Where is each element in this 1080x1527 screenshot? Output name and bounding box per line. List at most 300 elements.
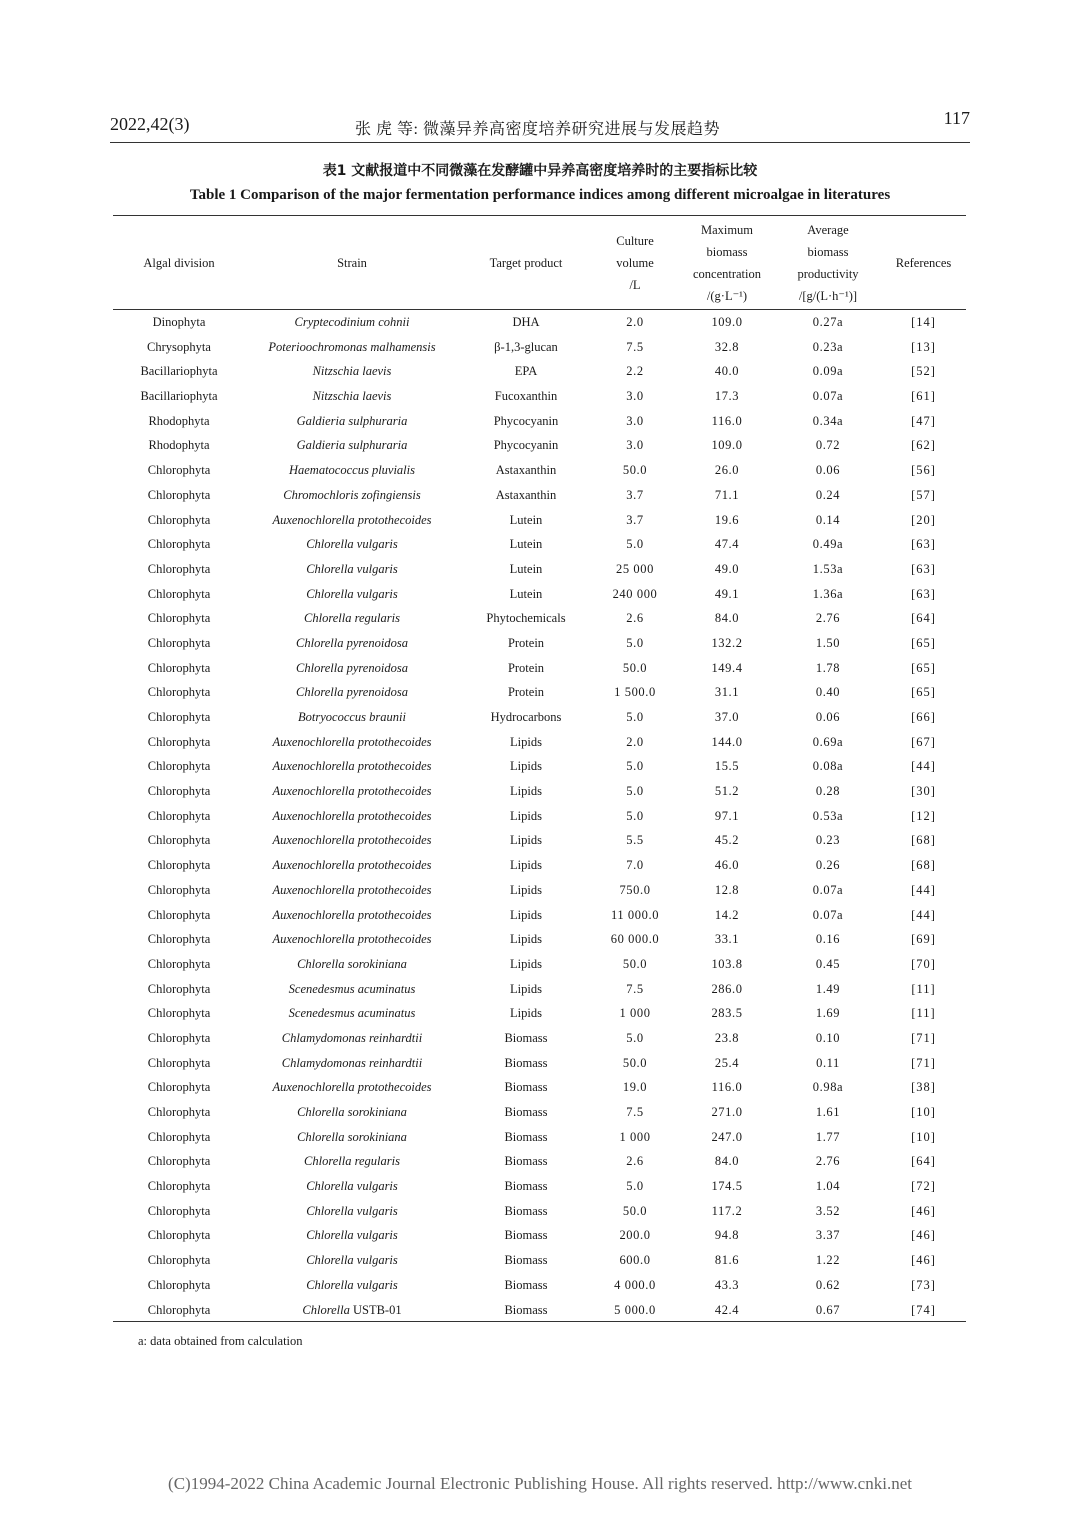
table-row <box>113 508 966 533</box>
cell-target-product: Biomass <box>504 1105 548 1119</box>
table-row <box>113 310 966 335</box>
cell-culture-volume: 2.2 <box>626 364 644 379</box>
cell-strain: Galdieria sulphuraria <box>296 438 408 453</box>
table-row <box>113 409 966 434</box>
cell-algal-division: Chlorophyta <box>147 660 211 675</box>
cell-max-biomass: 37.0 <box>714 710 740 724</box>
table-row <box>113 828 966 853</box>
cell-max-biomass: 117.2 <box>711 1203 743 1218</box>
cell-reference: [67] <box>911 734 936 749</box>
cell-algal-division: Chlorophyta <box>147 1080 211 1095</box>
cell-max-biomass: 84.0 <box>714 611 740 626</box>
cell-avg-productivity: 1.04 <box>815 1179 841 1194</box>
cell-max-biomass: 84.0 <box>714 1154 740 1169</box>
cell-algal-division: Chlorophyta <box>147 1228 211 1243</box>
cell-avg-productivity: 0.27a <box>812 315 844 329</box>
copyright-notice: (C)1994-2022 China Academic Journal Electronic Publishing House. All rights reserved. http://www.cnki.net <box>168 1474 912 1493</box>
cell-target-product: EPA <box>514 364 538 379</box>
cell-culture-volume: 5.5 <box>626 833 644 848</box>
cell-reference: [10] <box>911 1105 936 1119</box>
header-references: References <box>895 256 952 270</box>
cell-avg-productivity: 1.61 <box>815 1105 841 1119</box>
cell-reference: [73] <box>911 1277 936 1292</box>
cell-strain: Cryptecodinium cohnii <box>294 315 410 329</box>
cell-algal-division: Chlorophyta <box>147 586 211 601</box>
cell-strain: Auxenochlorella protothecoides <box>272 784 432 799</box>
cell-culture-volume: 5.0 <box>626 759 644 774</box>
cell-max-biomass: 43.3 <box>714 1277 740 1292</box>
cell-target-product: DHA <box>512 315 540 329</box>
cell-reference: [68] <box>911 858 936 873</box>
table-caption-cn: 表1 文献报道中不同微藻在发酵罐中异养高密度培养时的主要指标比较 <box>322 163 758 179</box>
cell-reference: [65] <box>911 635 936 650</box>
table-row <box>113 359 966 384</box>
cell-max-biomass: 46.0 <box>714 858 740 873</box>
cell-avg-productivity: 0.72 <box>815 438 841 453</box>
cell-strain: Chlorella sorokiniana <box>297 1105 407 1119</box>
header-rule <box>110 142 970 143</box>
cell-avg-productivity: 0.49a <box>812 537 844 552</box>
cell-avg-productivity: 0.07a <box>812 907 844 922</box>
header-culture-volume <box>591 218 679 308</box>
cell-strain: Auxenochlorella protothecoides <box>272 932 432 947</box>
table-row <box>113 483 966 508</box>
cell-max-biomass: 42.4 <box>714 1302 740 1317</box>
cell-culture-volume: 3.0 <box>626 438 644 453</box>
cell-avg-productivity: 1.50 <box>815 635 841 650</box>
header-strain: Strain <box>337 256 367 270</box>
table-row <box>113 1273 966 1298</box>
cell-reference: [13] <box>911 339 936 354</box>
cell-reference: [66] <box>911 710 936 724</box>
cell-algal-division: Chlorophyta <box>147 537 211 552</box>
cell-target-product: Biomass <box>504 1030 548 1045</box>
cell-strain: Poterioochromonas malhamensis <box>268 339 436 354</box>
cell-reference: [30] <box>911 784 936 799</box>
cell-strain: Auxenochlorella protothecoides <box>272 907 432 922</box>
cell-culture-volume: 240 000 <box>612 586 658 601</box>
cell-avg-productivity: 1.53a <box>812 561 844 576</box>
cell-target-product: Lipids <box>510 759 542 774</box>
cell-reference: [47] <box>911 413 936 428</box>
cell-strain: Chlorella pyrenoidosa <box>296 635 408 650</box>
cell-reference: [63] <box>911 537 936 552</box>
cell-max-biomass: 116.0 <box>711 1080 743 1095</box>
cell-avg-productivity: 0.45 <box>815 956 841 971</box>
cell-avg-productivity: 0.06 <box>815 463 841 478</box>
table-row <box>113 680 966 705</box>
cell-reference: [44] <box>911 882 936 897</box>
cell-culture-volume: 5.0 <box>626 1179 644 1194</box>
cell-strain: Chlorella vulgaris <box>306 537 398 552</box>
cell-max-biomass: 103.8 <box>711 956 743 971</box>
cell-algal-division: Chlorophyta <box>147 734 211 749</box>
table-row <box>113 606 966 631</box>
cell-target-product: Lipids <box>510 784 542 799</box>
table-header <box>113 218 966 308</box>
cell-reference: [56] <box>911 463 936 478</box>
cell-reference: [57] <box>911 487 936 502</box>
cell-avg-productivity: 0.40 <box>815 685 841 700</box>
table-row <box>113 1199 966 1224</box>
cell-target-product: Protein <box>507 685 545 700</box>
cell-avg-productivity: 2.76 <box>815 1154 841 1169</box>
cell-culture-volume: 3.0 <box>626 413 644 428</box>
cell-algal-division: Chlorophyta <box>147 956 211 971</box>
cell-algal-division: Chlorophyta <box>147 1129 211 1144</box>
strain-genus: Chlorella <box>302 1302 350 1317</box>
cell-culture-volume: 5.0 <box>626 1030 644 1045</box>
cell-algal-division: Rhodophyta <box>148 438 210 453</box>
table-row <box>113 1100 966 1125</box>
cell-max-biomass: 286.0 <box>711 981 743 996</box>
cell-strain: Chlorella sorokiniana <box>297 1129 407 1144</box>
table-row <box>113 903 966 928</box>
cell-strain: Botryococcus braunii <box>298 710 406 724</box>
cell-algal-division: Chlorophyta <box>147 1253 211 1268</box>
cell-target-product: Phycocyanin <box>493 438 559 453</box>
cell-culture-volume: 750.0 <box>619 882 651 897</box>
cell-algal-division: Chlorophyta <box>147 1030 211 1045</box>
cell-target-product: Biomass <box>504 1203 548 1218</box>
cell-target-product: Lipids <box>510 932 542 947</box>
cell-avg-productivity: 0.07a <box>812 389 844 404</box>
cell-culture-volume: 5.0 <box>626 537 644 552</box>
cell-reference: [71] <box>911 1030 936 1045</box>
cell-algal-division: Chlorophyta <box>147 882 211 897</box>
table-row <box>113 335 966 360</box>
cell-avg-productivity: 3.52 <box>815 1203 841 1218</box>
cell-avg-productivity: 0.26 <box>815 858 841 873</box>
cell-strain: Chlamydomonas reinhardtii <box>281 1030 423 1045</box>
table-caption-en: Table 1 Comparison of the major fermentation performance indices among different microalgae in literatures <box>189 187 891 203</box>
header-max-biomass-line: concentration <box>692 267 762 281</box>
table-row <box>113 1075 966 1100</box>
cell-max-biomass: 33.1 <box>714 932 740 947</box>
cell-max-biomass: 25.4 <box>714 1055 740 1070</box>
cell-avg-productivity: 0.69a <box>812 734 844 749</box>
cell-culture-volume: 60 000.0 <box>610 932 660 947</box>
cell-strain: Auxenochlorella protothecoides <box>272 882 432 897</box>
cell-avg-productivity: 0.24 <box>815 487 841 502</box>
cell-max-biomass: 94.8 <box>714 1228 740 1243</box>
cell-avg-productivity: 0.08a <box>812 759 844 774</box>
cell-algal-division: Chrysophyta <box>147 339 211 354</box>
cell-target-product: Lipids <box>510 858 542 873</box>
table-row <box>113 1223 966 1248</box>
cell-max-biomass: 19.6 <box>714 512 740 527</box>
cell-algal-division: Chlorophyta <box>147 635 211 650</box>
cell-algal-division: Chlorophyta <box>147 784 211 799</box>
cell-avg-productivity: 2.76 <box>815 611 841 626</box>
cell-avg-productivity: 0.98a <box>812 1080 844 1095</box>
table-footnote: a: data obtained from calculation <box>138 1334 303 1348</box>
cell-culture-volume: 2.6 <box>626 611 644 626</box>
cell-culture-volume: 4 000.0 <box>614 1277 656 1292</box>
cell-avg-productivity: 0.53a <box>812 808 844 823</box>
cell-algal-division: Chlorophyta <box>147 685 211 700</box>
cell-max-biomass: 14.2 <box>714 907 740 922</box>
cell-reference: [65] <box>911 685 936 700</box>
cell-target-product: Lutein <box>509 586 543 601</box>
cell-culture-volume: 1 000 <box>619 1129 651 1144</box>
cell-target-product: Lipids <box>510 956 542 971</box>
cell-culture-volume: 19.0 <box>622 1080 648 1095</box>
cell-algal-division: Chlorophyta <box>147 1179 211 1194</box>
table-row <box>113 1051 966 1076</box>
strain-code: USTB-01 <box>352 1302 402 1317</box>
cell-strain: Chlorella regularis <box>304 611 400 626</box>
cell-culture-volume: 50.0 <box>622 463 648 478</box>
cell-reference: [64] <box>911 611 936 626</box>
page-number: 117 <box>943 108 970 128</box>
cell-reference: [46] <box>911 1228 936 1243</box>
cell-avg-productivity: 1.22 <box>815 1253 841 1268</box>
cell-max-biomass: 49.1 <box>714 586 740 601</box>
cell-strain: Chlorella regularis <box>304 1154 400 1169</box>
cell-culture-volume: 50.0 <box>622 660 648 675</box>
cell-algal-division: Rhodophyta <box>148 413 210 428</box>
cell-max-biomass: 247.0 <box>711 1129 743 1144</box>
cell-avg-productivity: 0.67 <box>815 1302 841 1317</box>
cell-max-biomass: 45.2 <box>714 833 740 848</box>
cell-algal-division: Chlorophyta <box>147 1055 211 1070</box>
table-row <box>113 656 966 681</box>
cell-reference: [61] <box>911 389 936 404</box>
cell-max-biomass: 271.0 <box>711 1105 743 1119</box>
cell-max-biomass: 23.8 <box>714 1030 740 1045</box>
cell-culture-volume: 7.5 <box>626 339 644 354</box>
cell-avg-productivity: 1.69 <box>815 1006 841 1021</box>
cell-algal-division: Chlorophyta <box>147 1302 211 1317</box>
cell-target-product: Astaxanthin <box>495 463 557 478</box>
cell-algal-division: Chlorophyta <box>147 710 211 724</box>
cell-max-biomass: 81.6 <box>714 1253 740 1268</box>
cell-reference: [10] <box>911 1129 936 1144</box>
cell-culture-volume: 7.5 <box>626 1105 644 1119</box>
cell-strain: Chlorella vulgaris <box>306 1277 398 1292</box>
cell-culture-volume: 7.0 <box>626 858 644 873</box>
cell-strain: Nitzschia laevis <box>312 389 392 404</box>
cell-avg-productivity: 0.28 <box>815 784 841 799</box>
table-row <box>113 631 966 656</box>
cell-culture-volume: 2.6 <box>626 1154 644 1169</box>
cell-strain: Scenedesmus acuminatus <box>288 1006 416 1021</box>
cell-culture-volume: 3.7 <box>626 487 644 502</box>
cell-culture-volume: 200.0 <box>619 1228 651 1243</box>
cell-target-product: Biomass <box>504 1179 548 1194</box>
cell-avg-productivity: 0.23a <box>812 339 844 354</box>
cell-target-product: Lipids <box>510 734 542 749</box>
table-row <box>113 433 966 458</box>
table-row <box>113 1026 966 1051</box>
cell-strain: Chlorella vulgaris <box>306 1228 398 1243</box>
cell-avg-productivity: 0.34a <box>812 413 844 428</box>
table-row <box>113 582 966 607</box>
cell-strain: Chlorella sorokiniana <box>297 956 407 971</box>
header-max-biomass <box>679 218 775 308</box>
table-row <box>113 952 966 977</box>
cell-strain <box>253 1298 451 1323</box>
cell-target-product: Hydrocarbons <box>490 710 562 724</box>
cell-target-product: Lipids <box>510 882 542 897</box>
table-row <box>113 754 966 779</box>
table-row <box>113 977 966 1002</box>
cell-avg-productivity: 0.11 <box>816 1055 840 1070</box>
cell-target-product: Astaxanthin <box>495 487 557 502</box>
table-row <box>113 853 966 878</box>
cell-reference: [71] <box>911 1055 936 1070</box>
table-row <box>113 532 966 557</box>
cell-strain: Auxenochlorella protothecoides <box>272 808 432 823</box>
cell-avg-productivity: 1.36a <box>812 586 844 601</box>
cell-strain: Chlamydomonas reinhardtii <box>281 1055 423 1070</box>
cell-reference: [46] <box>911 1253 936 1268</box>
table-row <box>113 705 966 730</box>
cell-reference: [63] <box>911 586 936 601</box>
cell-max-biomass: 40.0 <box>714 364 740 379</box>
cell-avg-productivity: 0.10 <box>815 1030 841 1045</box>
cell-target-product: Lipids <box>510 981 542 996</box>
cell-strain: Galdieria sulphuraria <box>296 413 408 428</box>
cell-culture-volume: 3.0 <box>626 389 644 404</box>
cell-culture-volume: 1 500.0 <box>614 685 656 700</box>
header-avg-productivity-line: /[g/(L·h⁻¹)] <box>798 289 858 303</box>
cell-max-biomass: 97.1 <box>714 808 740 823</box>
table-row <box>113 730 966 755</box>
cell-algal-division: Chlorophyta <box>147 1154 211 1169</box>
cell-target-product: Biomass <box>504 1129 548 1144</box>
table-row <box>113 779 966 804</box>
cell-strain: Auxenochlorella protothecoides <box>272 512 432 527</box>
cell-avg-productivity: 3.37 <box>815 1228 841 1243</box>
cell-culture-volume: 25 000 <box>616 561 654 576</box>
running-header <box>110 108 970 142</box>
cell-reference: [44] <box>911 907 936 922</box>
cell-target-product: Protein <box>507 660 545 675</box>
cell-reference: [62] <box>911 438 936 453</box>
cell-reference: [65] <box>911 660 936 675</box>
table-row <box>113 878 966 903</box>
header-culture-volume-line: volume <box>616 256 654 270</box>
cell-culture-volume: 5.0 <box>626 635 644 650</box>
cell-avg-productivity: 0.23 <box>815 833 841 848</box>
cell-avg-productivity: 1.49 <box>815 981 841 996</box>
cell-max-biomass: 109.0 <box>711 315 743 329</box>
cell-target-product: Lutein <box>509 512 543 527</box>
table-row <box>113 927 966 952</box>
cell-avg-productivity: 0.16 <box>815 932 841 947</box>
cell-target-product: Lutein <box>509 537 543 552</box>
cell-max-biomass: 109.0 <box>711 438 743 453</box>
cell-max-biomass: 283.5 <box>711 1006 743 1021</box>
cell-target-product: Lutein <box>509 561 543 576</box>
cell-algal-division: Chlorophyta <box>147 487 211 502</box>
cell-strain: Chlorella pyrenoidosa <box>296 660 408 675</box>
cell-culture-volume: 2.0 <box>626 315 644 329</box>
cell-reference: [70] <box>911 956 936 971</box>
table-row <box>113 1174 966 1199</box>
cell-max-biomass: 32.8 <box>714 339 740 354</box>
table-top-rule <box>113 215 966 216</box>
cell-max-biomass: 17.3 <box>714 389 740 404</box>
cell-reference: [74] <box>911 1302 936 1317</box>
cell-strain: Auxenochlorella protothecoides <box>272 858 432 873</box>
journal-volume-issue: 2022,42(3) <box>110 114 190 134</box>
cell-reference: [46] <box>911 1203 936 1218</box>
header-algal-division: Algal division <box>143 256 215 270</box>
cell-reference: [12] <box>911 808 936 823</box>
cell-culture-volume: 600.0 <box>619 1253 651 1268</box>
cell-algal-division: Bacillariophyta <box>140 389 218 404</box>
header-avg-productivity-line: Average <box>807 223 849 237</box>
cell-target-product: Lipids <box>510 1006 542 1021</box>
table-row <box>113 1001 966 1026</box>
header-culture-volume-line: /L <box>629 278 641 292</box>
cell-culture-volume: 11 000.0 <box>610 907 660 922</box>
cell-culture-volume: 5 000.0 <box>614 1302 656 1317</box>
cell-target-product: Biomass <box>504 1302 548 1317</box>
cell-target-product: Lipids <box>510 833 542 848</box>
cell-reference: [14] <box>911 315 936 329</box>
cell-target-product: Biomass <box>504 1277 548 1292</box>
cell-target-product: Biomass <box>504 1253 548 1268</box>
cell-culture-volume: 5.0 <box>626 808 644 823</box>
cell-target-product: Protein <box>507 635 545 650</box>
cell-avg-productivity: 1.77 <box>815 1129 841 1144</box>
cell-strain: Chlorella vulgaris <box>306 1179 398 1194</box>
cell-algal-division: Chlorophyta <box>147 981 211 996</box>
cell-algal-division: Chlorophyta <box>147 932 211 947</box>
cell-max-biomass: 26.0 <box>714 463 740 478</box>
cell-max-biomass: 51.2 <box>714 784 740 799</box>
header-avg-productivity-line: productivity <box>797 267 859 281</box>
cell-max-biomass: 12.8 <box>714 882 740 897</box>
cell-culture-volume: 50.0 <box>622 1203 648 1218</box>
cell-culture-volume: 50.0 <box>622 956 648 971</box>
cell-culture-volume: 5.0 <box>626 710 644 724</box>
table-row <box>113 458 966 483</box>
cell-culture-volume: 7.5 <box>626 981 644 996</box>
cell-avg-productivity: 0.09a <box>812 364 844 379</box>
cell-reference: [38] <box>911 1080 936 1095</box>
cell-max-biomass: 47.4 <box>714 537 740 552</box>
cell-strain: Auxenochlorella protothecoides <box>272 1080 432 1095</box>
table-row <box>113 1149 966 1174</box>
cell-strain: Chlorella vulgaris <box>306 1253 398 1268</box>
cell-target-product: Biomass <box>504 1055 548 1070</box>
cell-strain: Nitzschia laevis <box>312 364 392 379</box>
table-body <box>113 310 966 1322</box>
cell-strain: Chlorella vulgaris <box>306 1203 398 1218</box>
cell-max-biomass: 149.4 <box>711 660 743 675</box>
cell-algal-division: Chlorophyta <box>147 833 211 848</box>
cell-algal-division: Chlorophyta <box>147 463 211 478</box>
cell-culture-volume: 5.0 <box>626 784 644 799</box>
cell-reference: [69] <box>911 932 936 947</box>
cell-algal-division: Chlorophyta <box>147 759 211 774</box>
cell-algal-division: Bacillariophyta <box>140 364 218 379</box>
cell-strain: Chlorella pyrenoidosa <box>296 685 408 700</box>
cell-max-biomass: 174.5 <box>711 1179 743 1194</box>
cell-algal-division: Chlorophyta <box>147 907 211 922</box>
cell-target-product: Lipids <box>510 808 542 823</box>
cell-reference: [20] <box>911 512 936 527</box>
cell-target-product: β-1,3-glucan <box>494 339 558 354</box>
cell-algal-division: Chlorophyta <box>147 808 211 823</box>
table-row <box>113 384 966 409</box>
cell-reference: [63] <box>911 561 936 576</box>
